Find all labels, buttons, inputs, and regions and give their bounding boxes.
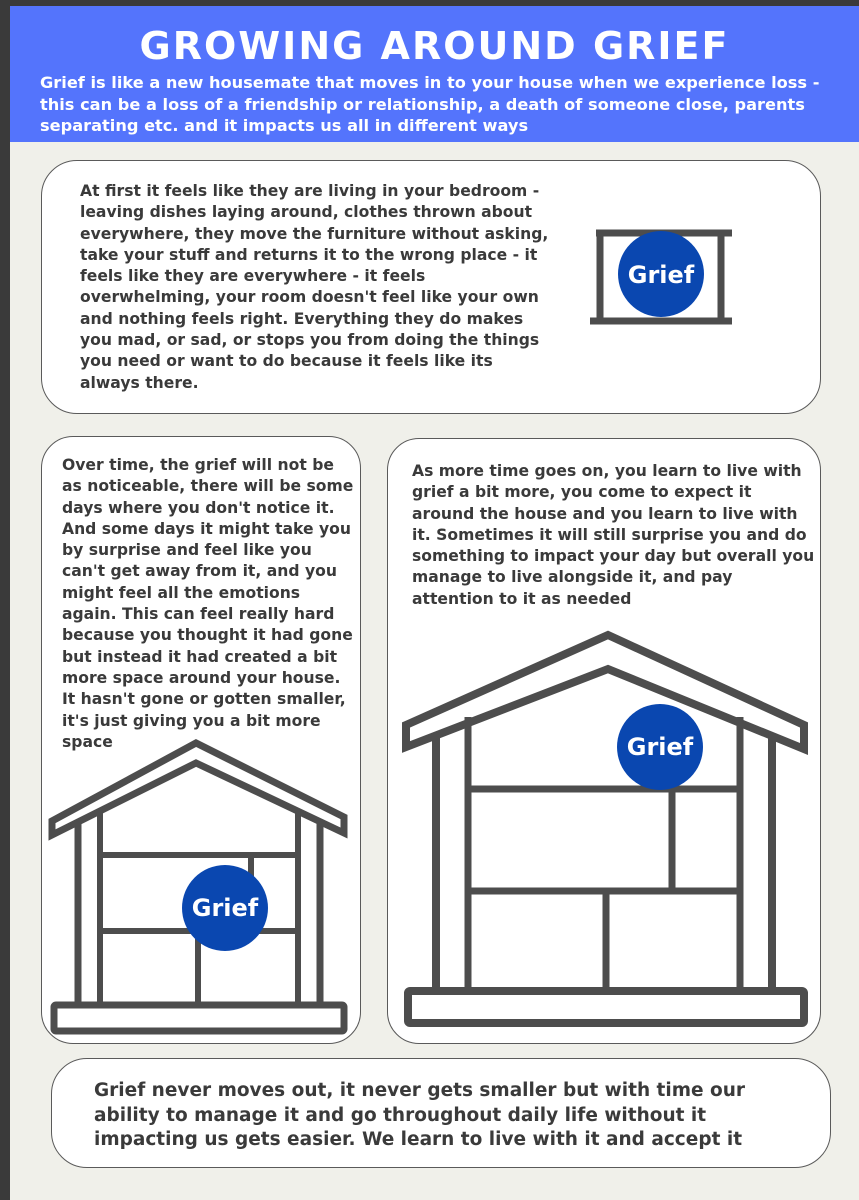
- grief-label: Grief: [626, 733, 694, 761]
- page-title: GROWING AROUND GRIEF: [139, 24, 730, 68]
- stage1-text: At first it feels like they are living in your bedroom - leaving dishes laying around, clothes thrown about everywhere, they move the furniture without asking, take your stuff and returns it to the wrong place - it feels like they are everywhere - it feels overwhelming, your room doesn't feel like your own and nothing feels right. Everything they do makes you mad, or sad, or stops you from doing the things you need or want to do because it feels like its always there.: [80, 182, 549, 392]
- large-house-illustration: [402, 625, 812, 1035]
- conclusion-text: Grief never moves out, it never gets smaller but with time our ability to manage it and go throughout daily life without it impacting us gets easier. We learn to live with it and accept it: [94, 1080, 746, 1150]
- stage3-card: [387, 438, 821, 1044]
- conclusion-card: [51, 1058, 831, 1168]
- stage2-card: [41, 436, 361, 1044]
- intro-text: Grief is like a new housemate that moves in to your house when we experience loss - this can be a loss of a friendship or relationship, a death of someone close, parents separating etc. and it impacts us all in different ways: [40, 73, 820, 135]
- bedroom-illustration: [586, 225, 736, 329]
- stage2-text: Over time, the grief will not be as noticeable, there will be some days where you don't notice it. And some days it might take you by surprise and feel like you can't get away from it, and you might feel all the emotions again. This can feel really hard because you thought it had gone but instead it had created a bit more space around your house. It hasn't gone or gotten smaller, it's just giving you a bit more space: [62, 456, 354, 751]
- header-banner: [10, 6, 859, 142]
- stage1-card: [41, 160, 821, 414]
- grief-label: Grief: [191, 894, 259, 922]
- stage3-text: As more time goes on, you learn to live with grief a bit more, you come to expect it around the house and you learn to live with it. Sometimes it will still surprise you and do something to impact your day but overall you manage to live alongside it, and pay attention to it as needed: [412, 462, 815, 608]
- poster: [10, 6, 859, 1200]
- small-house-illustration: [48, 735, 352, 1035]
- grief-label: Grief: [627, 261, 695, 289]
